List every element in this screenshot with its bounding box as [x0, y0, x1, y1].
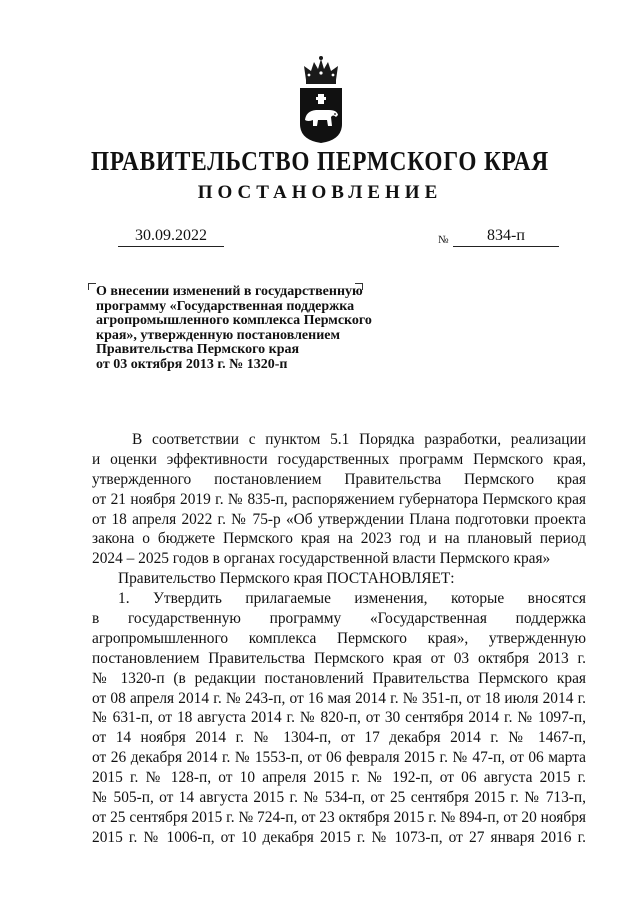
body-line: агропромышленного комплекса Пермского края», утвержденную — [92, 629, 586, 647]
body-line: В соответствии с пунктом 5.1 Порядка разработки, реализации — [132, 431, 586, 448]
body-line: от 18 апреля 2022 г. № 75-р «Об утверждении Плана подготовки проекта — [92, 510, 586, 528]
subject-line: агропромышленного комплекса Пермского — [96, 313, 372, 328]
body-line: № 631-п, от 18 августа 2014 г. № 820-п, от 30 сентября 2014 г. № 1097-п, — [92, 709, 586, 727]
body-line: № 1320-п (в редакции постановлений Правительства Пермского края — [92, 669, 586, 687]
document-type-title: ПОСТАНОВЛЕНИЕ — [197, 182, 443, 203]
body-line: от 25 сентября 2015 г. № 724-п, от 23 октября 2015 г. № 894-п, от 20 ноября — [92, 808, 586, 826]
body-line: и оценки эффективности государственных программ Пермского края, — [92, 450, 586, 468]
government-title: ПРАВИТЕЛЬСТВО ПЕРМСКОГО КРАЯ — [91, 146, 549, 176]
body-line: 1. Утвердить прилагаемые изменения, которые вносятся — [118, 590, 586, 608]
body-line: № 505-п, от 14 августа 2015 г. № 534-п, от 25 сентября 2015 г. № 713-п, — [92, 789, 586, 807]
body-line: 2015 г. № 1006-п, от 10 декабря 2015 г. № 1073-п, от 27 января 2016 г. — [92, 828, 586, 846]
number-sign: № — [438, 234, 449, 246]
body-line: от 26 декабря 2014 г. № 1553-п, от 06 февраля 2015 г. № 47-п, от 06 марта — [92, 749, 586, 767]
subject-line: края», утвержденную постановлением — [96, 327, 341, 343]
body-line: от 08 апреля 2014 г. № 243-п, от 16 мая 2014 г. № 351-п, от 18 июля 2014 г. — [92, 689, 586, 707]
body-line: утвержденного постановлением Правительства Пермского края — [92, 470, 586, 488]
perm-krai-coat-of-arms-icon — [296, 54, 346, 144]
subject-corner-mark-left — [88, 283, 96, 290]
subject-line: программу «Государственная поддержка — [96, 298, 355, 314]
body-line: 2015 г. № 128-п, от 10 апреля 2015 г. № 192-п, от 06 августа 2015 г. — [92, 769, 586, 787]
decree-subject — [96, 285, 416, 372]
body-line: 2024 – 2025 годов в органах государственной власти Пермского края» — [92, 550, 551, 568]
body-line: от 21 ноября 2019 г. № 835-п, распоряжением губернатора Пермского края — [92, 490, 586, 508]
body-line: от 14 ноября 2014 г. № 1304-п, от 17 декабря 2014 г. № 1467-п, — [92, 729, 586, 747]
body-line: постановлением Правительства Пермского края от 03 октября 2013 г. — [92, 649, 586, 667]
decree-body — [92, 430, 586, 848]
body-line: закона о бюджете Пермского края на 2023 год и на плановый период — [92, 530, 586, 548]
subject-line: от 03 октября 2013 г. № 1320-п — [96, 356, 288, 372]
body-line: Правительство Пермского края ПОСТАНОВЛЯЕТ: — [118, 570, 455, 588]
decree-date: 30.09.2022 — [118, 227, 224, 247]
subject-line: О внесении изменений в государственную — [96, 284, 363, 299]
subject-line: Правительства Пермского края — [96, 342, 300, 357]
decree-number: 834-п — [453, 227, 559, 247]
body-line: в государственную программу «Государственная поддержка — [92, 610, 586, 628]
